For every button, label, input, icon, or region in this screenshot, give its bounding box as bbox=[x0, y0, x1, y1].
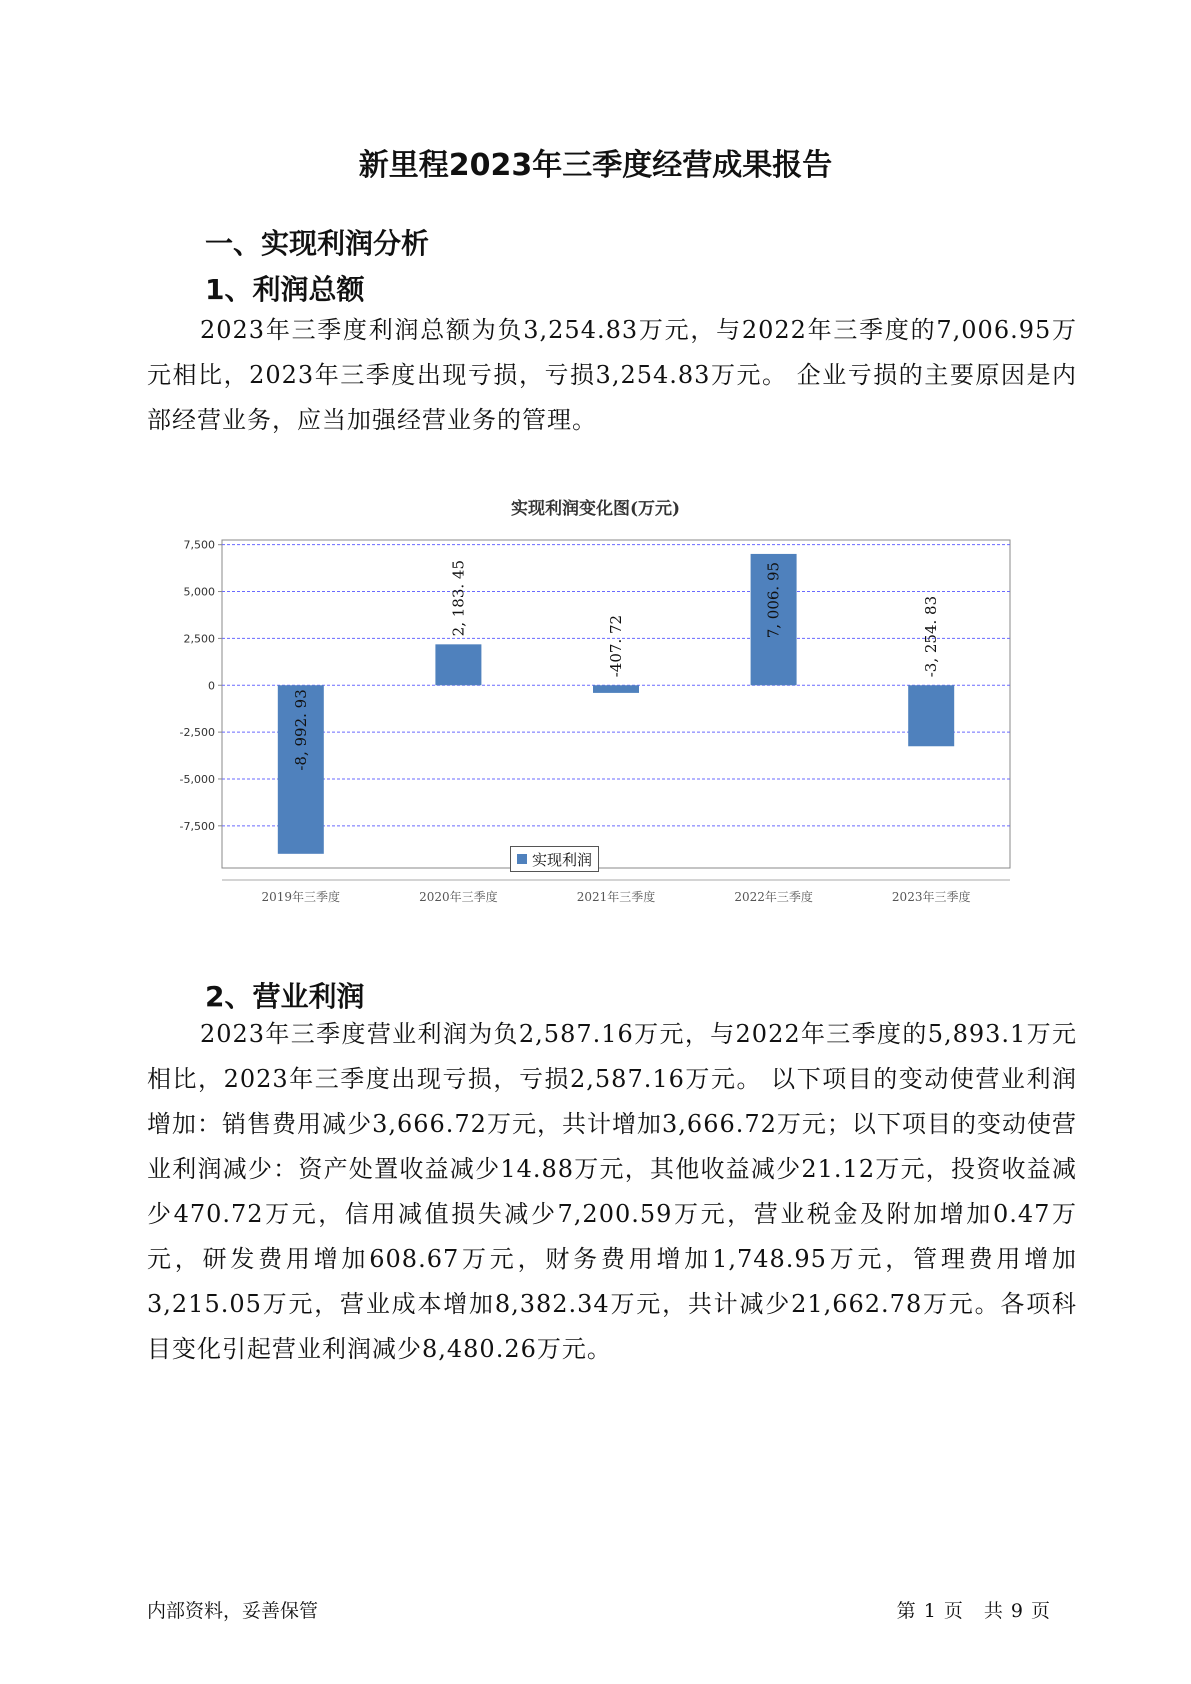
data-label: 7, 006. 95 bbox=[764, 561, 783, 639]
paragraph-profit-total: 2023年三季度利润总额为负3,254.83万元，与2022年三季度的7,006.95万元相比，2023年三季度出现亏损，亏损3,254.83万元。 企业亏损的主要原因是内部经营业务，应当加强经营业务的管理。 bbox=[147, 316, 1077, 434]
y-tick-label: -2,500 bbox=[179, 726, 215, 740]
y-tick-label: -7,500 bbox=[179, 819, 215, 833]
data-label: -3, 254. 83 bbox=[922, 595, 941, 678]
y-tick-label: 2,500 bbox=[183, 632, 215, 646]
paragraph-operating-profit: 2023年三季度营业利润为负2,587.16万元，与2022年三季度的5,893.1万元相比，2023年三季度出现亏损，亏损2,587.16万元。 以下项目的变动使营业利润增加：销售费用减少3,666.72万元，共计增加3,666.72万元；以下项目的变动使营业利润减少：资产处置收益减少14.88万元，其他收益减少21.12万元，投资收益减少470.72万元，信用减值损失减少7,200.59万元，营业税金及附加增加0.47万元，研发费用增加608.67万元，财务费用增加1,748.95万元，管理费用增加3,215.05万元，营业成本增加8,382.34万元，共计减少21,662.78万元。各项科目变化引起营业利润减少8,480.26万元。 bbox=[147, 1020, 1077, 1363]
page-number: 第 1 页 共 9 页 bbox=[896, 1600, 1051, 1622]
bar bbox=[593, 685, 639, 693]
x-tick-label: 2021年三季度 bbox=[576, 890, 656, 904]
chart-legend bbox=[510, 846, 599, 872]
x-tick-label: 2023年三季度 bbox=[891, 890, 971, 904]
y-tick-label: 5,000 bbox=[183, 585, 215, 599]
profit-bar-chart bbox=[150, 520, 1030, 904]
x-tick-label: 2020年三季度 bbox=[419, 890, 498, 904]
subsection-heading-profit-total: 1、利润总额 bbox=[205, 273, 365, 306]
data-label: 2, 183. 45 bbox=[449, 559, 468, 637]
legend-label: 实现利润 bbox=[532, 850, 593, 869]
x-tick-label: 2019年三季度 bbox=[261, 890, 341, 904]
section-heading: 一、实现利润分析 bbox=[205, 227, 430, 260]
chart-title: 实现利润变化图(万元) bbox=[510, 499, 681, 519]
plot-area bbox=[222, 540, 1010, 868]
legend-swatch bbox=[517, 854, 527, 864]
y-tick-label: 0 bbox=[208, 679, 215, 693]
page-title: 新里程2023年三季度经营成果报告 bbox=[358, 148, 833, 183]
data-label: -8, 992. 93 bbox=[291, 689, 310, 771]
y-tick-label: -5,000 bbox=[179, 772, 215, 786]
bar bbox=[435, 644, 481, 685]
bar bbox=[908, 685, 954, 746]
footer-note: 内部资料，妥善保管 bbox=[147, 1600, 319, 1622]
x-tick-label: 2022年三季度 bbox=[734, 890, 813, 904]
subsection-heading-operating-profit: 2、营业利润 bbox=[205, 980, 365, 1013]
y-tick-label: 7,500 bbox=[183, 538, 215, 552]
data-label: -407. 72 bbox=[607, 614, 625, 678]
